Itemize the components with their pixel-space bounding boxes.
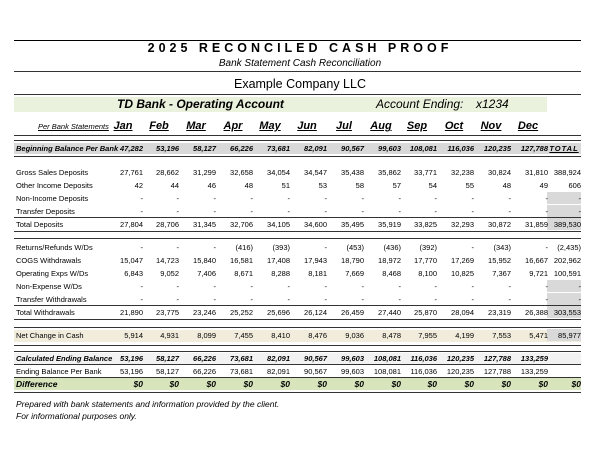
ending-per-bank-nov: 127,788 (483, 367, 511, 376)
non-expense-sep: - (434, 282, 437, 291)
calculated-ending-jun: 90,567 (304, 354, 327, 363)
total-withdrawals-oct: 28,094 (451, 308, 474, 317)
net-change-dec: 5,471 (529, 331, 548, 340)
total-deposits-apr: 32,706 (230, 220, 253, 229)
report-title: 2025 RECONCILED CASH PROOF (147, 41, 453, 55)
ending-per-bank-feb: 58,127 (156, 367, 179, 376)
beginning-balance-oct: 116,036 (447, 144, 474, 153)
beginning-balance-aug: 99,603 (378, 144, 401, 153)
non-income-deposits-total: - (578, 194, 581, 203)
operating-exps-jan: 6,843 (124, 269, 143, 278)
month-header-nov: Nov (480, 120, 502, 132)
cogs-withdrawals-sep: 17,770 (414, 256, 437, 265)
row-rule (14, 327, 581, 328)
footnote-2: For informational purposes only. (16, 411, 137, 421)
other-income-deposits-apr: 48 (244, 181, 253, 190)
transfer-withdrawals-oct: - (471, 295, 474, 304)
other-income-deposits-oct: 55 (465, 181, 474, 190)
month-header-apr: Apr (223, 120, 243, 132)
row-rule (14, 319, 581, 320)
non-income-deposits-mar: - (213, 194, 216, 203)
operating-exps-dec: 9,721 (529, 269, 548, 278)
row-rule (14, 140, 581, 141)
non-expense-dec: - (545, 282, 548, 291)
transfer-withdrawals-dec: - (545, 295, 548, 304)
cogs-withdrawals-may: 17,408 (267, 256, 290, 265)
non-expense-apr: - (250, 282, 253, 291)
total-deposits-sep: 33,825 (414, 220, 437, 229)
beginning-balance-nov: 120,235 (483, 144, 511, 153)
operating-exps-apr: 8,671 (234, 269, 253, 278)
difference-jan: $0 (133, 379, 143, 389)
returns-refunds-aug: (436) (383, 243, 401, 252)
ending-per-bank-sep: 116,036 (410, 367, 437, 376)
gross-sales-deposits-oct: 32,238 (451, 168, 474, 177)
transfer-withdrawals-apr: - (250, 295, 253, 304)
total-deposits-may: 34,105 (267, 220, 290, 229)
other-income-deposits-label: Other Income Deposits (16, 181, 93, 190)
calculated-ending-dec: 133,259 (520, 354, 548, 363)
non-income-deposits-jul: - (361, 194, 364, 203)
operating-exps-feb: 9,052 (160, 269, 179, 278)
row-rule (14, 217, 581, 218)
other-income-deposits-dec: 49 (539, 181, 548, 190)
net-change-may: 8,410 (271, 331, 290, 340)
ending-per-bank-aug: 108,081 (373, 367, 401, 376)
difference-jul: $0 (354, 379, 364, 389)
net-change-jun: 8,476 (308, 331, 327, 340)
returns-refunds-total: (2,435) (557, 243, 581, 252)
total-deposits-total: 389,530 (553, 220, 581, 229)
other-income-deposits-total: 606 (568, 181, 581, 190)
returns-refunds-mar: - (213, 243, 216, 252)
non-income-deposits-feb: - (176, 194, 179, 203)
ending-per-bank-jan: 53,196 (120, 367, 143, 376)
operating-exps-jun: 8,181 (308, 269, 327, 278)
calculated-ending-jul: 99,603 (341, 354, 364, 363)
difference-sep: $0 (427, 379, 437, 389)
calculated-ending-mar: 66,226 (193, 354, 216, 363)
other-income-deposits-aug: 57 (392, 181, 401, 190)
total-withdrawals-jul: 26,459 (341, 308, 364, 317)
non-expense-jan: - (140, 282, 143, 291)
transfer-deposits-feb: - (176, 207, 179, 216)
cogs-withdrawals-mar: 15,840 (193, 256, 216, 265)
returns-refunds-label: Returns/Refunds W/Ds (16, 243, 93, 252)
cogs-withdrawals-oct: 17,269 (451, 256, 474, 265)
transfer-deposits-label: Transfer Deposits (16, 207, 75, 216)
non-income-deposits-dec: - (545, 194, 548, 203)
transfer-deposits-dec: - (545, 207, 548, 216)
returns-refunds-jun: - (324, 243, 327, 252)
calculated-ending-may: 82,091 (267, 354, 290, 363)
month-header-mar: Mar (186, 120, 206, 132)
net-change-feb: 4,931 (160, 331, 179, 340)
month-header-sep: Sep (406, 120, 428, 132)
gross-sales-deposits-may: 34,054 (267, 168, 290, 177)
total-withdrawals-aug: 27,440 (378, 308, 401, 317)
calculated-ending-apr: 73,681 (230, 354, 253, 363)
other-income-deposits-may: 51 (281, 181, 290, 190)
cogs-withdrawals-jun: 17,943 (304, 256, 327, 265)
returns-refunds-jan: - (140, 243, 143, 252)
total-withdrawals-mar: 23,246 (193, 308, 216, 317)
total-withdrawals-may: 25,696 (267, 308, 290, 317)
returns-refunds-may: (393) (272, 243, 290, 252)
non-income-deposits-label: Non-Income Deposits (16, 194, 89, 203)
net-change-aug: 8,478 (382, 331, 401, 340)
row-rule (14, 364, 581, 365)
non-expense-jul: - (361, 282, 364, 291)
total-deposits-aug: 35,919 (378, 220, 401, 229)
other-income-deposits-jun: 53 (318, 181, 327, 190)
row-rule (14, 392, 581, 393)
beginning-balance-jun: 82,091 (304, 144, 327, 153)
cogs-withdrawals-jul: 18,790 (341, 256, 364, 265)
cogs-withdrawals-total: 202,962 (553, 256, 581, 265)
transfer-deposits-mar: - (213, 207, 216, 216)
transfer-deposits-oct: - (471, 207, 474, 216)
total-deposits-jul: 35,495 (341, 220, 364, 229)
calculated-ending-sep: 116,036 (410, 354, 437, 363)
operating-exps-oct: 10,825 (451, 269, 474, 278)
difference-dec: $0 (538, 379, 548, 389)
net-change-label: Net Change in Cash (16, 331, 84, 340)
net-change-sep: 7,955 (418, 331, 437, 340)
total-withdrawals-sep: 25,870 (414, 308, 437, 317)
transfer-withdrawals-label: Transfer Withdrawals (16, 295, 87, 304)
ending-per-bank-dec: 133,259 (520, 367, 548, 376)
net-change-jan: 5,914 (124, 331, 143, 340)
transfer-withdrawals-jun: - (324, 295, 327, 304)
difference-apr: $0 (243, 379, 253, 389)
gross-sales-deposits-jun: 34,547 (304, 168, 327, 177)
difference-aug: $0 (391, 379, 401, 389)
account-number: x1234 (476, 97, 509, 111)
returns-refunds-apr: (416) (235, 243, 253, 252)
total-deposits-mar: 31,345 (193, 220, 216, 229)
total-deposits-nov: 30,872 (488, 220, 511, 229)
beginning-balance-jan: 47,282 (120, 144, 143, 153)
month-header-oct: Oct (444, 120, 464, 132)
bank-name: TD Bank - Operating Account (117, 97, 284, 111)
total-withdrawals-apr: 25,252 (230, 308, 253, 317)
operating-exps-mar: 7,406 (197, 269, 216, 278)
non-expense-total: - (578, 282, 581, 291)
non-expense-label: Non-Expense W/Ds (16, 282, 82, 291)
transfer-deposits-sep: - (434, 207, 437, 216)
non-expense-oct: - (471, 282, 474, 291)
gross-sales-deposits-sep: 33,771 (414, 168, 437, 177)
transfer-deposits-total: - (578, 207, 581, 216)
total-deposits-label: Total Deposits (16, 220, 64, 229)
other-income-deposits-nov: 48 (502, 181, 511, 190)
difference-total: $0 (571, 379, 581, 389)
net-change-jul: 9,036 (345, 331, 364, 340)
total-deposits-oct: 32,293 (451, 220, 474, 229)
total-deposits-jan: 27,804 (120, 220, 143, 229)
non-expense-nov: - (508, 282, 511, 291)
calculated-ending-nov: 127,788 (483, 354, 511, 363)
returns-refunds-sep: (392) (419, 243, 437, 252)
gross-sales-deposits-label: Gross Sales Deposits (16, 168, 89, 177)
returns-refunds-dec: - (545, 243, 548, 252)
transfer-deposits-apr: - (250, 207, 253, 216)
net-change-total: 85,977 (558, 331, 581, 340)
transfer-withdrawals-sep: - (434, 295, 437, 304)
row-rule (14, 156, 581, 157)
beginning-balance-feb: 53,196 (156, 144, 179, 153)
beginning-balance-may: 73,681 (267, 144, 290, 153)
transfer-withdrawals-may: - (287, 295, 290, 304)
returns-refunds-nov: (343) (493, 243, 511, 252)
total-withdrawals-dec: 26,388 (525, 308, 548, 317)
month-header-aug: Aug (370, 120, 392, 132)
net-change-apr: 7,455 (234, 331, 253, 340)
beginning-balance-jul: 90,567 (341, 144, 364, 153)
other-income-deposits-mar: 46 (207, 181, 216, 190)
transfer-withdrawals-nov: - (508, 295, 511, 304)
non-expense-jun: - (324, 282, 327, 291)
operating-exps-sep: 8,100 (418, 269, 437, 278)
total-withdrawals-feb: 23,775 (156, 308, 179, 317)
net-change-nov: 7,553 (492, 331, 511, 340)
net-change-mar: 8,099 (197, 331, 216, 340)
ending-per-bank-may: 82,091 (267, 367, 290, 376)
calculated-ending-aug: 108,081 (373, 354, 401, 363)
row-rule (14, 238, 581, 239)
ending-per-bank-apr: 73,681 (230, 367, 253, 376)
operating-exps-jul: 7,669 (345, 269, 364, 278)
row-rule (14, 377, 581, 378)
non-income-deposits-apr: - (250, 194, 253, 203)
ending-per-bank-mar: 66,226 (193, 367, 216, 376)
transfer-deposits-jun: - (324, 207, 327, 216)
row-rule (14, 305, 581, 306)
non-income-deposits-sep: - (434, 194, 437, 203)
cogs-withdrawals-apr: 16,581 (230, 256, 253, 265)
returns-refunds-feb: - (176, 243, 179, 252)
ending-per-bank-jun: 90,567 (304, 367, 327, 376)
subtitle-rule (14, 71, 581, 72)
beginning-balance-dec: 127,788 (520, 144, 548, 153)
transfer-withdrawals-total: - (578, 295, 581, 304)
total-withdrawals-label: Total Withdrawals (16, 308, 75, 317)
cogs-withdrawals-dec: 16,667 (525, 256, 548, 265)
month-header-jan: Jan (113, 120, 133, 132)
transfer-withdrawals-feb: - (176, 295, 179, 304)
row-rule (14, 351, 581, 352)
difference-label: Difference (16, 379, 58, 389)
total-deposits-dec: 31,859 (525, 220, 548, 229)
other-income-deposits-jan: 42 (134, 181, 143, 190)
calculated-ending-oct: 120,235 (446, 354, 474, 363)
total-deposits-feb: 28,706 (156, 220, 179, 229)
gross-sales-deposits-apr: 32,658 (230, 168, 253, 177)
operating-exps-aug: 8,468 (382, 269, 401, 278)
month-header-dec: Dec (517, 120, 539, 132)
difference-mar: $0 (206, 379, 216, 389)
calculated-ending-label: Calculated Ending Balance (16, 354, 113, 363)
returns-refunds-jul: (453) (346, 243, 364, 252)
row-rule (14, 345, 581, 346)
transfer-withdrawals-mar: - (213, 295, 216, 304)
non-expense-may: - (287, 282, 290, 291)
gross-sales-deposits-nov: 30,824 (488, 168, 511, 177)
gross-sales-deposits-jan: 27,761 (120, 168, 143, 177)
operating-exps-label: Operating Exps W/Ds (16, 269, 89, 278)
transfer-deposits-jan: - (140, 207, 143, 216)
other-income-deposits-sep: 54 (428, 181, 437, 190)
total-deposits-jun: 34,600 (304, 220, 327, 229)
beginning-balance-total: TOTAL (549, 144, 579, 153)
row-rule (14, 231, 581, 232)
cogs-withdrawals-label: COGS Withdrawals (16, 256, 82, 265)
footnote-1: Prepared with bank statements and information provided by the client. (16, 399, 280, 409)
beginning-balance-mar: 58,127 (193, 144, 216, 153)
transfer-deposits-nov: - (508, 207, 511, 216)
difference-jun: $0 (317, 379, 327, 389)
transfer-withdrawals-jul: - (361, 295, 364, 304)
ending-per-bank-label: Ending Balance Per Bank (16, 367, 102, 376)
beginning-balance-apr: 66,226 (230, 144, 253, 153)
cogs-withdrawals-nov: 15,952 (488, 256, 511, 265)
non-income-deposits-jan: - (140, 194, 143, 203)
cogs-withdrawals-jan: 15,047 (120, 256, 143, 265)
non-income-deposits-jun: - (324, 194, 327, 203)
non-income-deposits-may: - (287, 194, 290, 203)
difference-may: $0 (280, 379, 290, 389)
beginning-balance-sep: 108,081 (409, 144, 437, 153)
transfer-deposits-jul: - (361, 207, 364, 216)
month-header-jun: Jun (297, 120, 317, 132)
transfer-deposits-aug: - (398, 207, 401, 216)
transfer-deposits-may: - (287, 207, 290, 216)
month-header-jul: Jul (336, 120, 352, 132)
gross-sales-deposits-aug: 35,862 (378, 168, 401, 177)
ending-per-bank-jul: 99,603 (341, 367, 364, 376)
gross-sales-deposits-mar: 31,299 (193, 168, 216, 177)
total-withdrawals-jun: 26,124 (304, 308, 327, 317)
report-subtitle: Bank Statement Cash Reconciliation (218, 58, 382, 69)
difference-oct: $0 (464, 379, 474, 389)
non-expense-feb: - (176, 282, 179, 291)
month-header-feb: Feb (149, 120, 169, 132)
other-income-deposits-jul: 58 (355, 181, 364, 190)
operating-exps-nov: 7,367 (492, 269, 511, 278)
per-bank-label: Per Bank Statements (38, 122, 109, 131)
net-change-oct: 4,199 (455, 331, 474, 340)
difference-nov: $0 (501, 379, 511, 389)
operating-exps-may: 8,288 (271, 269, 290, 278)
month-header-may: May (259, 120, 281, 132)
total-withdrawals-nov: 23,319 (488, 308, 511, 317)
total-withdrawals-jan: 21,890 (120, 308, 143, 317)
gross-sales-deposits-jul: 35,438 (341, 168, 364, 177)
cogs-withdrawals-aug: 18,972 (378, 256, 401, 265)
non-expense-mar: - (213, 282, 216, 291)
company-name: Example Company LLC (233, 77, 366, 91)
non-income-deposits-aug: - (398, 194, 401, 203)
ending-per-bank-oct: 120,235 (446, 367, 474, 376)
gross-sales-deposits-total: 388,924 (553, 168, 581, 177)
header-rule (14, 135, 581, 136)
transfer-withdrawals-jan: - (140, 295, 143, 304)
non-expense-aug: - (398, 282, 401, 291)
total-withdrawals-total: 303,553 (553, 308, 581, 317)
difference-feb: $0 (169, 379, 179, 389)
beginning-balance-label: Beginning Balance Per Bank (16, 144, 119, 153)
other-income-deposits-feb: 44 (170, 181, 179, 190)
calculated-ending-jan: 53,196 (120, 354, 143, 363)
operating-exps-total: 100,591 (553, 269, 581, 278)
calculated-ending-feb: 58,127 (156, 354, 179, 363)
gross-sales-deposits-dec: 31,810 (525, 168, 548, 177)
cogs-withdrawals-feb: 14,723 (156, 256, 179, 265)
transfer-withdrawals-aug: - (398, 295, 401, 304)
gross-sales-deposits-feb: 28,662 (156, 168, 179, 177)
non-income-deposits-nov: - (508, 194, 511, 203)
company-rule (14, 94, 581, 95)
account-label: Account Ending: (376, 97, 464, 111)
returns-refunds-oct: - (471, 243, 474, 252)
non-income-deposits-oct: - (471, 194, 474, 203)
